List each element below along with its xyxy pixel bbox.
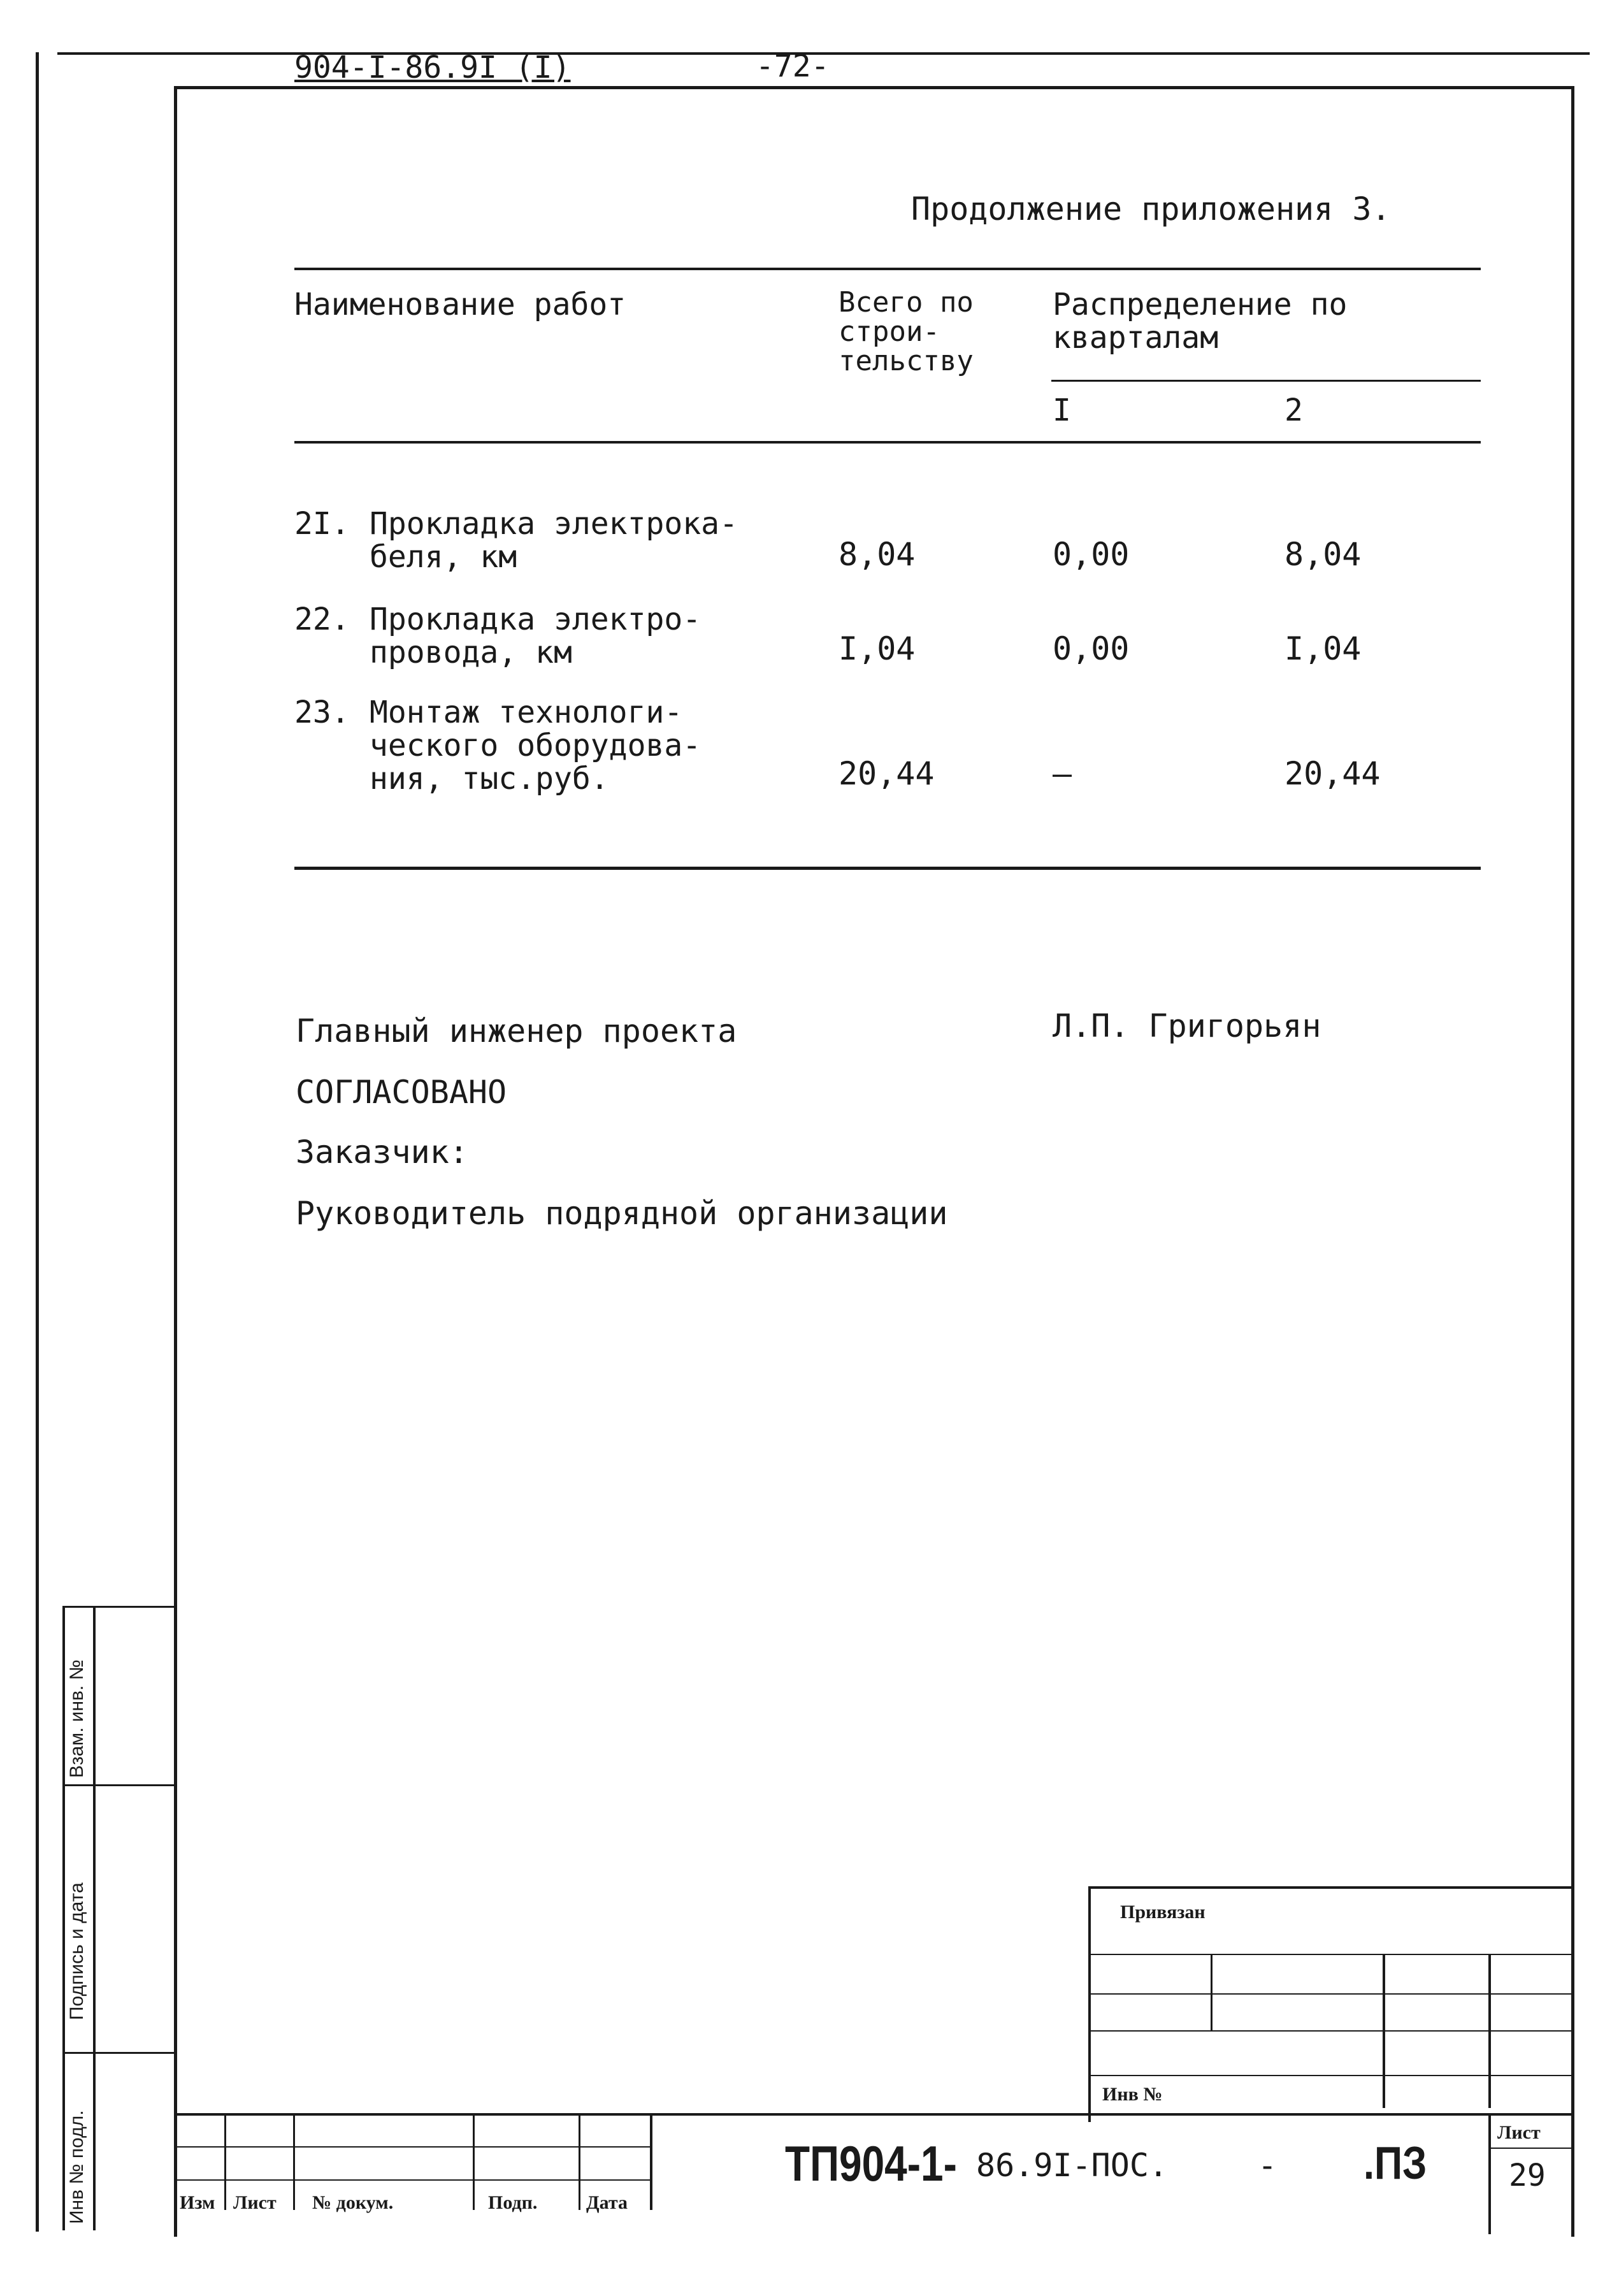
sheet-number: 29 bbox=[1509, 2158, 1546, 2193]
header-total-line-1: Всего по bbox=[838, 286, 974, 319]
col-label-change: Изм bbox=[180, 2192, 215, 2213]
header-total bbox=[838, 288, 974, 376]
bound-box-left bbox=[1088, 1886, 1091, 2122]
title-col-div-3 bbox=[473, 2114, 475, 2210]
table-row-name bbox=[370, 603, 701, 669]
row-total-value: I,04 bbox=[838, 630, 916, 667]
header-work-name: Наименование работ bbox=[294, 287, 626, 322]
table-subheader-rule bbox=[1051, 380, 1481, 382]
row-q2-value: 8,04 bbox=[1284, 536, 1362, 573]
header-distribution-line-2: кварталам bbox=[1053, 320, 1219, 356]
bound-box-col-1 bbox=[1211, 1955, 1212, 2032]
row-q1-value: 0,00 bbox=[1053, 536, 1130, 573]
row-name-line: провода, км bbox=[370, 635, 572, 670]
bound-label: Привязан bbox=[1120, 1902, 1205, 1923]
project-code-dash: - bbox=[1258, 2147, 1277, 2184]
contractor-head-label: Руководитель подрядной организации bbox=[296, 1195, 948, 1232]
table-row-name bbox=[370, 507, 738, 574]
col-label-signature: Подп. bbox=[488, 2192, 538, 2213]
agreed-label: СОГЛАСОВАНО bbox=[296, 1074, 507, 1111]
title-col-div-4 bbox=[579, 2114, 580, 2210]
table-row-num: 22. bbox=[294, 602, 350, 637]
frame-inner-top bbox=[177, 86, 1571, 89]
side-stamp-div-1 bbox=[62, 1784, 174, 1786]
col-label-date: Дата bbox=[586, 2192, 628, 2213]
row-name-line: беля, км bbox=[370, 539, 517, 575]
col-label-doc-no: № докум. bbox=[312, 2192, 394, 2213]
bound-box-row-2 bbox=[1091, 1993, 1571, 1995]
project-code-bold: ТП904-1- bbox=[785, 2135, 957, 2191]
sheet-box-left bbox=[1488, 2113, 1491, 2234]
row-total-value: 20,44 bbox=[838, 755, 935, 792]
doc-code: 904-I-86.9I (I) bbox=[294, 50, 571, 85]
project-code-rest: 86.9I-ПОС. bbox=[976, 2147, 1169, 2184]
table-bottom-rule bbox=[294, 867, 1481, 870]
appendix-caption: Продолжение приложения 3. bbox=[911, 191, 1391, 227]
bound-box-row-3 bbox=[1091, 2030, 1571, 2032]
side-sign-date: Подпись и дата bbox=[66, 1882, 87, 2020]
col-label-sheet: Лист bbox=[233, 2192, 277, 2213]
title-col-div-1 bbox=[224, 2114, 226, 2210]
side-stamp-top bbox=[62, 1606, 174, 1608]
chief-engineer-label: Главный инженер проекта bbox=[296, 1013, 737, 1050]
row-name-line: Монтаж технологи- bbox=[370, 695, 683, 730]
table-row-name bbox=[370, 696, 701, 795]
row-q1-value: – bbox=[1053, 755, 1072, 792]
side-inv-orig: Инв № подл. bbox=[66, 2110, 87, 2224]
side-replace-inv: Взам. инв. № bbox=[66, 1659, 87, 1778]
title-block-mid bbox=[177, 2146, 652, 2148]
sheet-box-mid bbox=[1491, 2148, 1571, 2149]
row-name-line: Прокладка электро- bbox=[370, 602, 702, 637]
side-stamp-left-edge bbox=[62, 1606, 65, 2230]
side-stamp-right-edge bbox=[93, 1606, 96, 2230]
header-distribution bbox=[1053, 288, 1347, 354]
table-row-num: 2I. bbox=[294, 506, 350, 542]
row-name-line: Прокладка электрока- bbox=[370, 506, 738, 542]
frame-inner-right bbox=[1571, 86, 1574, 2237]
inv-no-label: Инв № bbox=[1102, 2084, 1163, 2105]
title-col-div-2 bbox=[293, 2114, 295, 2210]
frame-inner-left bbox=[174, 86, 177, 2237]
row-name-line: ния, тыс.руб. bbox=[370, 761, 609, 797]
frame-left-outer bbox=[36, 52, 39, 2232]
row-total-value: 8,04 bbox=[838, 536, 916, 573]
bound-box-top bbox=[1088, 1886, 1571, 1889]
chief-engineer-name: Л.П. Григорьян bbox=[1053, 1007, 1321, 1044]
row-q2-value: I,04 bbox=[1284, 630, 1362, 667]
bound-box-row-1 bbox=[1091, 1954, 1571, 1955]
row-q1-value: 0,00 bbox=[1053, 630, 1130, 667]
bound-box-col-2 bbox=[1383, 1955, 1385, 2108]
header-distribution-line-1: Распределение по bbox=[1053, 287, 1348, 322]
page-number: -72- bbox=[756, 48, 830, 84]
table-top-rule bbox=[294, 268, 1481, 270]
header-total-line-3: тельству bbox=[838, 345, 974, 377]
bound-box-col-3 bbox=[1488, 1955, 1491, 2108]
row-name-line: ческого оборудова- bbox=[370, 728, 702, 763]
row-q2-value: 20,44 bbox=[1284, 755, 1381, 792]
bound-box-row-4 bbox=[1091, 2075, 1571, 2076]
title-col-div-5 bbox=[650, 2114, 652, 2210]
header-quarter-1: I bbox=[1053, 393, 1071, 428]
title-block-top bbox=[177, 2113, 1571, 2116]
title-block-sig-rule bbox=[177, 2179, 652, 2181]
customer-label: Заказчик: bbox=[296, 1134, 468, 1171]
sheet-label: Лист bbox=[1497, 2122, 1541, 2143]
header-total-line-2: строи- bbox=[838, 315, 940, 348]
side-stamp-div-2 bbox=[62, 2052, 174, 2054]
table-row-num: 23. bbox=[294, 695, 350, 730]
table-header-bottom-rule bbox=[294, 441, 1481, 444]
header-quarter-2: 2 bbox=[1284, 393, 1303, 428]
section-code: .ПЗ bbox=[1364, 2138, 1427, 2189]
